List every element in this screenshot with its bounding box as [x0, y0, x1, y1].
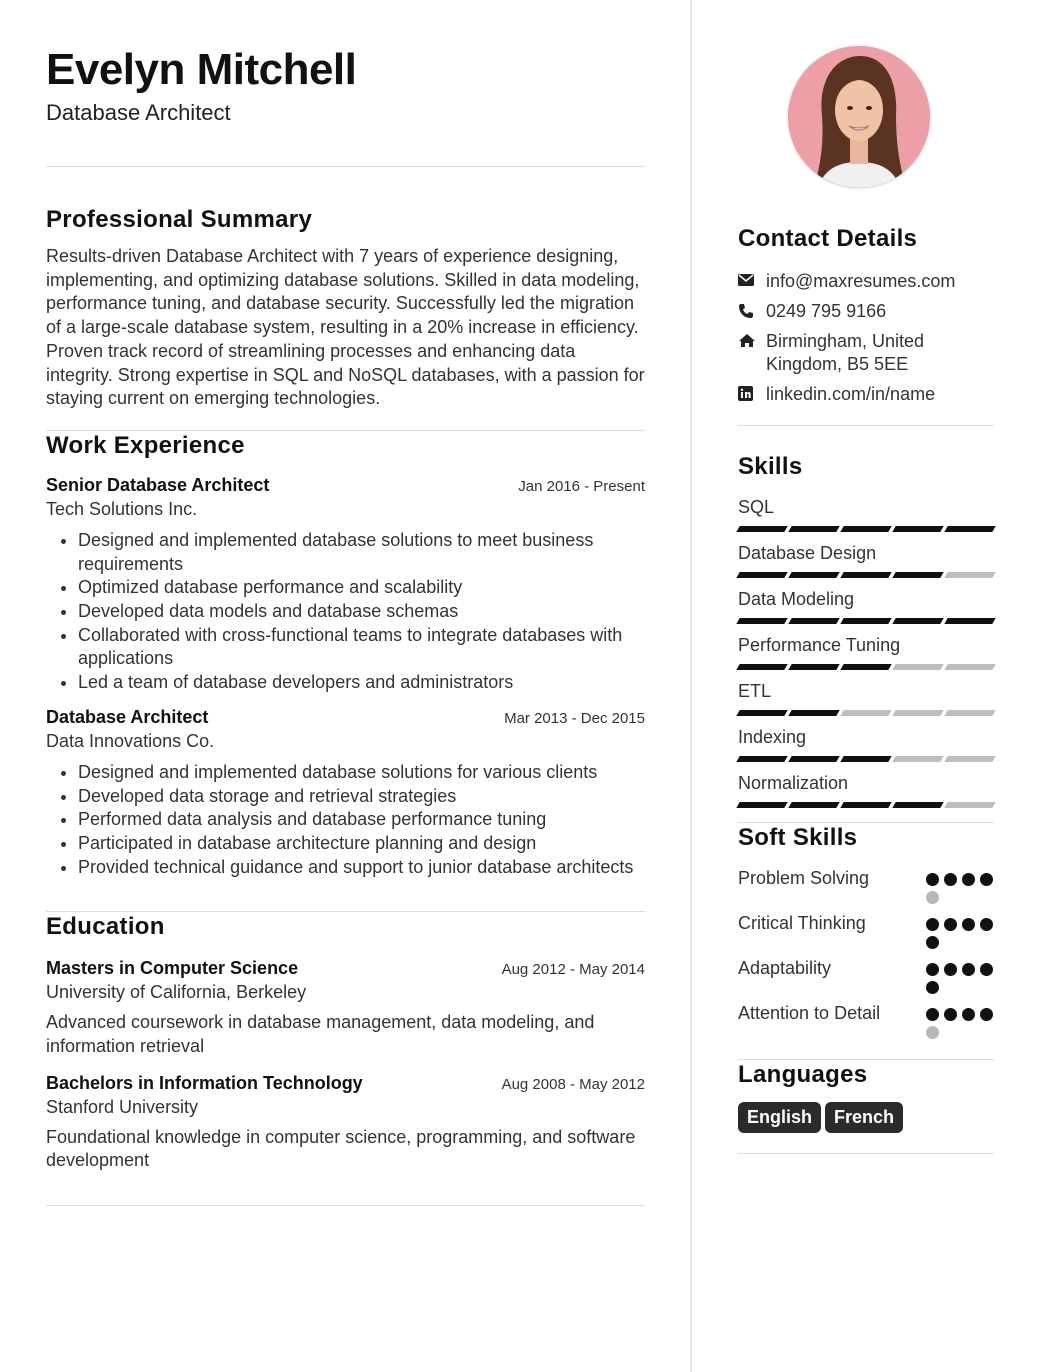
candidate-role: Database Architect	[46, 100, 231, 125]
summary-text: Results-driven Database Architect with 7 years of experience designing, implementing, and optimizing database solutions. Skilled in data modeling, performance tuning, and database security. Successfully led the migration of a large-scale database system, resulting in a 20% increase in efficiency. Proven track record of streamlining processes and enhancing data integrity. Strong expertise in SQL and NoSQL databases, with a passion for staying current on emerging technologies.	[46, 246, 645, 409]
list-item: • Developed data storage and retrieval strategies	[78, 785, 645, 809]
job-company: Data Innovations Co.	[46, 730, 215, 751]
skill-level-segment	[736, 572, 787, 578]
skill-level-segment	[736, 664, 787, 670]
skill-level-segment	[892, 756, 943, 762]
education-desc: Advanced coursework in database management, data modeling, and information retrieval	[46, 1012, 595, 1057]
skill-name: Data Modeling	[738, 589, 855, 609]
job-entry	[46, 473, 645, 695]
contact-phone[interactable]	[738, 300, 994, 323]
rating-dot	[944, 1008, 957, 1021]
skill-level-segment	[736, 710, 787, 716]
skill-level-segment	[892, 710, 943, 716]
school-name: University of California, Berkeley	[46, 982, 307, 1003]
rating-dot	[944, 963, 957, 976]
soft-skill-item	[738, 957, 994, 994]
skill-level-segment	[944, 802, 995, 808]
job-bullets	[46, 529, 645, 695]
rating-dot	[926, 918, 939, 931]
skill-item	[738, 542, 994, 578]
divider	[738, 1153, 994, 1154]
experience-title: Work Experience	[46, 431, 245, 459]
summary-title: Professional Summary	[46, 206, 313, 233]
education-date: Aug 2008 - May 2012	[501, 1075, 645, 1093]
sidebar	[738, 44, 994, 1154]
skill-level-segment	[736, 618, 787, 624]
skill-level-segment	[892, 664, 943, 670]
skill-item	[738, 772, 994, 808]
soft-skill-name: Adaptability	[738, 958, 832, 978]
degree-title: Bachelors in Information Technology	[46, 1072, 363, 1093]
rating-dot	[980, 918, 993, 931]
skill-item	[738, 680, 994, 716]
rating-dot	[926, 963, 939, 976]
experience-section	[46, 431, 645, 879]
rating-dot	[926, 891, 939, 904]
list-item: • Designed and implemented database solutions for various clients	[78, 761, 645, 785]
skill-level-segment	[788, 664, 839, 670]
skill-level-segment	[788, 618, 839, 624]
skill-level-segment	[840, 526, 891, 532]
skill-name: ETL	[738, 681, 772, 701]
skill-level-segment	[892, 526, 943, 532]
skills-list	[738, 496, 994, 808]
job-entry	[46, 705, 645, 880]
skill-level-segment	[892, 618, 943, 624]
education-section	[46, 912, 645, 1173]
contact-email[interactable]	[738, 270, 994, 293]
skills-title: Skills	[738, 453, 803, 480]
skill-level-segment	[840, 710, 891, 716]
list-item: • Led a team of database developers and administrators	[78, 671, 645, 695]
skill-name: Database Design	[738, 543, 877, 563]
education-desc: Foundational knowledge in computer science, programming, and software development	[46, 1126, 636, 1171]
email-text: info@maxresumes.com	[766, 271, 956, 291]
skill-level-segment	[840, 802, 891, 808]
rating-dot	[944, 918, 957, 931]
skill-item	[738, 496, 994, 532]
skill-level-segment	[944, 710, 995, 716]
skill-level-segment	[788, 802, 839, 808]
skill-level-segment	[944, 572, 995, 578]
contact-section	[738, 224, 994, 406]
rating-dot	[926, 981, 939, 994]
skill-level-segment	[736, 526, 787, 532]
linkedin-icon	[738, 383, 766, 401]
language-tag: English	[738, 1102, 821, 1133]
skill-name: Performance Tuning	[738, 635, 901, 655]
skill-name: SQL	[738, 497, 775, 517]
skill-level-segment	[944, 756, 995, 762]
rating-dot	[962, 963, 975, 976]
home-icon	[738, 330, 766, 348]
candidate-name: Evelyn Mitchell	[46, 45, 357, 94]
rating-dot	[926, 873, 939, 886]
soft-skills-section	[738, 823, 994, 1039]
list-item: • Provided technical guidance and support to junior database architects	[78, 856, 645, 880]
soft-skill-name: Critical Thinking	[738, 913, 866, 933]
skill-level-segment	[736, 802, 787, 808]
list-item: • Performed data analysis and database performance tuning	[78, 808, 645, 832]
rating-dot	[926, 1026, 939, 1039]
divider	[46, 166, 645, 167]
skill-level-bar	[738, 802, 994, 808]
avatar-illustration	[788, 46, 930, 188]
rating-dot	[962, 873, 975, 886]
soft-skills-list	[738, 867, 994, 1039]
divider	[738, 425, 994, 426]
skill-level-bar	[738, 618, 994, 624]
skill-name: Indexing	[738, 727, 807, 747]
language-tag: French	[825, 1102, 903, 1133]
job-date: Mar 2013 - Dec 2015	[504, 709, 645, 727]
soft-skills-title: Soft Skills	[738, 824, 858, 851]
list-item: • Participated in database architecture planning and design	[78, 832, 645, 856]
skill-level-bar	[738, 710, 994, 716]
skill-level-segment	[840, 572, 891, 578]
skill-name: Normalization	[738, 773, 849, 793]
job-company: Tech Solutions Inc.	[46, 498, 198, 519]
divider	[46, 1205, 645, 1206]
skill-level-segment	[788, 756, 839, 762]
skill-level-segment	[840, 756, 891, 762]
skill-item	[738, 588, 994, 624]
envelope-icon	[738, 270, 766, 287]
skill-level-segment	[840, 664, 891, 670]
skill-level-segment	[944, 618, 995, 624]
list-item: • Collaborated with cross-functional teams to integrate databases with applications	[78, 624, 645, 671]
contact-linkedin[interactable]	[738, 383, 994, 406]
soft-skill-rating	[926, 957, 994, 994]
contact-address	[738, 330, 994, 376]
languages-title: Languages	[738, 1061, 868, 1088]
soft-skill-item	[738, 912, 994, 949]
skill-level-segment	[944, 664, 995, 670]
skill-level-segment	[736, 756, 787, 762]
column-divider	[690, 0, 692, 1372]
skill-level-segment	[892, 802, 943, 808]
main-column	[46, 44, 645, 1206]
summary-section	[46, 205, 645, 411]
soft-skill-rating	[926, 867, 994, 904]
rating-dot	[962, 1008, 975, 1021]
soft-skill-item	[738, 867, 994, 904]
degree-title: Masters in Computer Science	[46, 958, 299, 979]
job-title: Senior Database Architect	[46, 474, 270, 495]
education-title: Education	[46, 913, 165, 941]
skill-level-segment	[840, 618, 891, 624]
phone-icon	[738, 300, 766, 319]
skills-section	[738, 452, 994, 808]
job-date: Jan 2016 - Present	[518, 477, 645, 495]
skill-level-bar	[738, 664, 994, 670]
skill-level-bar	[738, 756, 994, 762]
linkedin-text: linkedin.com/in/name	[766, 384, 936, 404]
education-entry	[46, 956, 645, 1058]
languages-list	[738, 1102, 994, 1133]
rating-dot	[980, 1008, 993, 1021]
job-title: Database Architect	[46, 706, 209, 727]
address-text: Birmingham, United Kingdom, B5 5EE	[766, 331, 925, 374]
skill-level-segment	[788, 572, 839, 578]
rating-dot	[980, 963, 993, 976]
education-date: Aug 2012 - May 2014	[501, 961, 645, 979]
list-item: • Developed data models and database schemas	[78, 600, 645, 624]
skill-level-segment	[892, 572, 943, 578]
job-bullets	[46, 761, 645, 880]
skill-level-bar	[738, 572, 994, 578]
skill-item	[738, 726, 994, 762]
skill-level-segment	[788, 526, 839, 532]
soft-skill-name: Attention to Detail	[738, 1003, 881, 1023]
contact-title: Contact Details	[738, 225, 918, 252]
soft-skill-name: Problem Solving	[738, 868, 870, 888]
rating-dot	[926, 936, 939, 949]
rating-dot	[980, 873, 993, 886]
education-entry	[46, 1071, 645, 1173]
rating-dot	[962, 918, 975, 931]
soft-skill-rating	[926, 1002, 994, 1039]
school-name: Stanford University	[46, 1096, 199, 1117]
rating-dot	[944, 873, 957, 886]
soft-skill-rating	[926, 912, 994, 949]
skill-level-segment	[788, 710, 839, 716]
rating-dot	[926, 1008, 939, 1021]
soft-skill-item	[738, 1002, 994, 1039]
list-item: • Designed and implemented database solutions to meet business requirements	[78, 529, 645, 576]
phone-text: 0249 795 9166	[766, 301, 887, 321]
skill-level-bar	[738, 526, 994, 532]
skill-level-segment	[944, 526, 995, 532]
languages-section	[738, 1060, 994, 1133]
avatar	[786, 44, 932, 190]
list-item: • Optimized database performance and scalability	[78, 576, 645, 600]
skill-item	[738, 634, 994, 670]
